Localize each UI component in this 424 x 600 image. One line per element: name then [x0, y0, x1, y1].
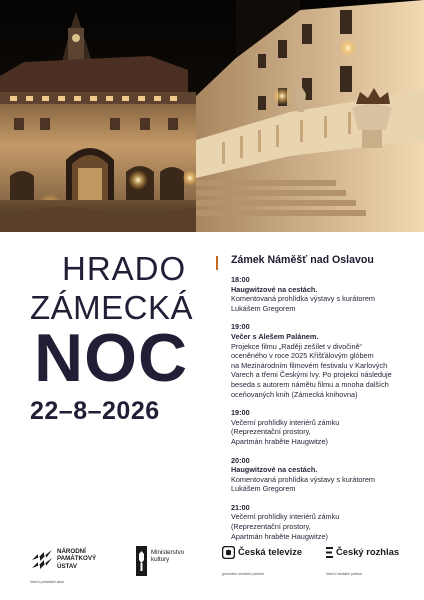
event-time: 19:00 — [231, 408, 250, 418]
program-event — [231, 408, 421, 446]
venue-accent-bar — [216, 256, 218, 270]
event-description: Komentovaná prohlídka výstavy s kurátorem Lukášem Gregorem — [231, 474, 375, 494]
npu-caption: hlavní pořadatel akce — [30, 580, 65, 584]
event-description: Projekce filmu „Raději zešílet v divočině“ oceněného v roce 2025 Křišťálovým glóbem na Mezinárodním filmovém festivalu v Karlových Varech a třemi Českými lvy. Po projekci následuje beseda s autorem námětu filmu a mnoha dalších oceňovaných knih (Zámecká knihovna) — [231, 341, 392, 399]
title-line-2: ZÁMECKÁ — [30, 289, 194, 326]
title-line-1: HRADO — [62, 250, 187, 287]
event-time: 20:00 — [231, 455, 250, 465]
castle-courtyard-image — [0, 0, 424, 232]
cr-caption: hlavní mediální partner — [326, 572, 363, 576]
ministry-crest-icon — [136, 546, 147, 576]
event-description: Večerní prohlídky interiérů zámku (Reprezentační prostory, Apartmán hraběte Haugwitze) — [231, 512, 340, 541]
npu-name: NÁRODNÍ PAMÁTKOVÝ ÚSTAV — [57, 548, 97, 570]
event-time: 21:00 — [231, 502, 250, 512]
cr-name: Český rozhlas — [336, 546, 400, 557]
program-event — [231, 503, 421, 541]
program-event — [231, 275, 421, 313]
program-column — [231, 254, 421, 550]
event-title: Haugwitzové na cestách. — [231, 465, 318, 475]
event-description: Komentovaná prohlídka výstavy s kurátorem Lukášem Gregorem — [231, 294, 375, 313]
title-line-3: NOC — [34, 320, 189, 396]
program-event — [231, 322, 421, 399]
event-date: 22–8–2026 — [30, 396, 160, 425]
ct-caption: generální mediální partner — [222, 572, 264, 576]
program-event — [231, 456, 421, 494]
ct-logo-icon — [222, 546, 235, 559]
event-description: Večerní prohlídky interiérů zámku (Reprezentační prostory, Apartmán hraběte Haugwitze) — [231, 417, 340, 446]
ministry-name: Ministerstvo kultury — [151, 549, 185, 564]
event-title: Haugwitzové na cestách. — [231, 284, 318, 294]
npu-logo-icon — [30, 550, 54, 570]
castle-photo — [0, 0, 424, 232]
event-title-block — [30, 252, 200, 424]
partner-logos — [0, 540, 424, 600]
event-time: 18:00 — [231, 275, 250, 284]
event-title: Večer s Alešem Palánem. — [231, 331, 319, 341]
venue-heading: Zámek Náměšť nad Oslavou — [231, 254, 374, 266]
cr-logo-icon — [326, 546, 334, 559]
event-time: 19:00 — [231, 322, 250, 332]
ct-name: Česká televize — [238, 546, 303, 557]
